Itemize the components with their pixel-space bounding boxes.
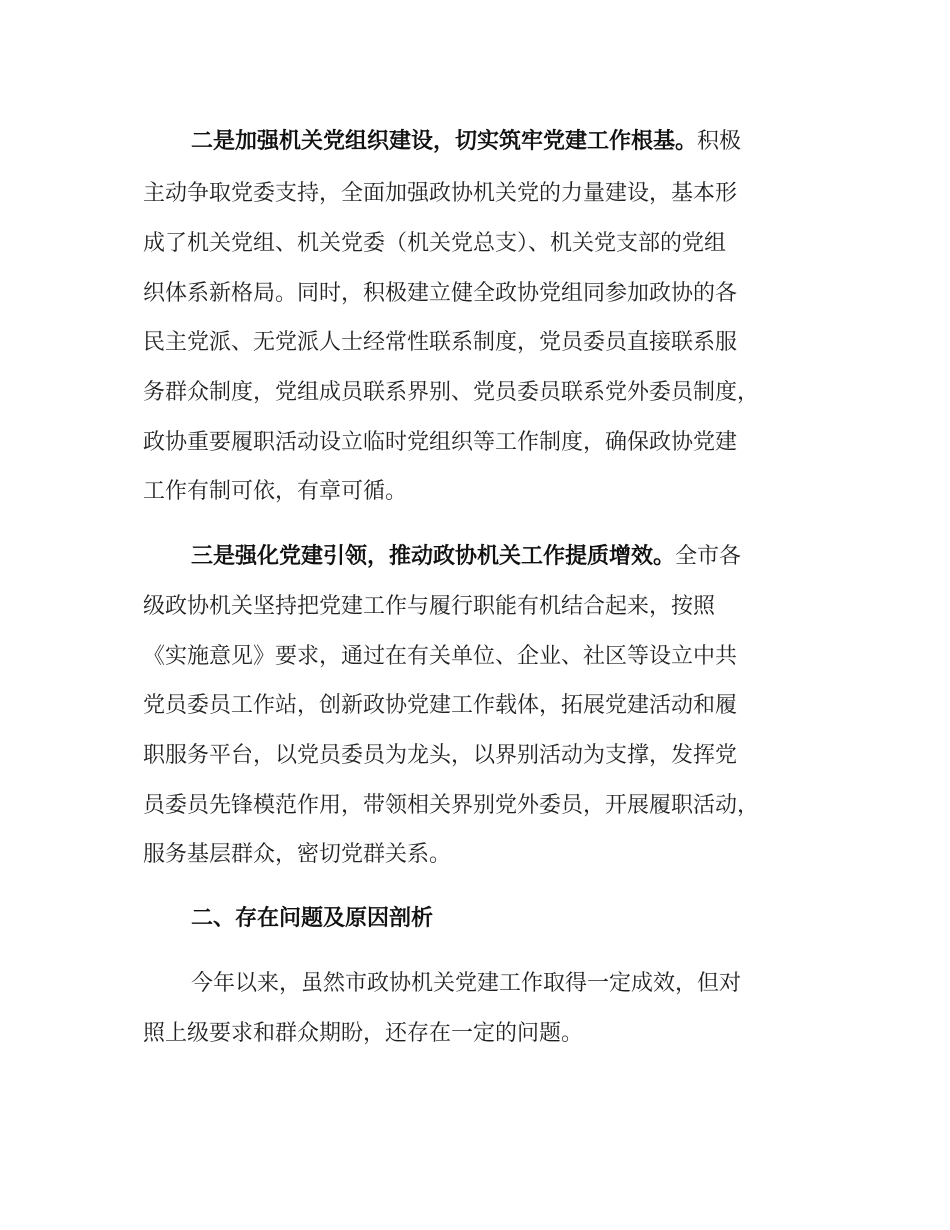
paragraph-2-line-3: 《实施意见》要求，通过在有关单位、企业、社区等设立中共 bbox=[143, 644, 738, 669]
paragraph-1-line-5: 民主党派、无党派人士经常性联系制度，党员委员直接联系服 bbox=[143, 330, 738, 355]
paragraph-1-line-8: 工作有制可依，有章可循。 bbox=[143, 479, 408, 504]
closing-line-2: 照上级要求和群众期盼，还存在一定的问题。 bbox=[143, 1021, 584, 1046]
paragraph-1-lead: 二是加强机关党组织建设，切实筑牢党建工作根基。 bbox=[191, 129, 698, 154]
section-heading: 二、存在问题及原因剖析 bbox=[191, 906, 434, 931]
paragraph-1-line-3: 成了机关党组、机关党委（机关党总支）、机关党支部的党组 bbox=[143, 231, 727, 256]
paragraph-1-line-1 bbox=[191, 122, 871, 162]
paragraph-2-line-1 bbox=[191, 537, 871, 577]
paragraph-2-text: 全市各 bbox=[675, 544, 742, 569]
paragraph-2-line-7: 服务基层群众，密切党群关系。 bbox=[143, 842, 452, 867]
paragraph-1-line-7: 政协重要履职活动设立临时党组织等工作制度，确保政协党建 bbox=[143, 430, 738, 455]
paragraph-1-line-2: 主动争取党委支持，全面加强政协机关党的力量建设，基本形 bbox=[143, 181, 738, 206]
paragraph-1-text: 积极 bbox=[697, 129, 742, 154]
paragraph-2-line-4: 党员委员工作站，创新政协党建工作载体，拓展党建活动和履 bbox=[143, 693, 738, 718]
paragraph-1-line-4: 织体系新格局。同时，积极建立健全政协党组同参加政协的各 bbox=[143, 281, 738, 306]
paragraph-1-line-6: 务群众制度，党组成员联系界别、党员委员联系党外委员制度， bbox=[143, 380, 760, 405]
paragraph-2-line-5: 职服务平台，以党员委员为龙头，以界别活动为支撑，发挥党 bbox=[143, 743, 738, 768]
paragraph-2-line-6: 员委员先锋模范作用，带领相关界别党外委员，开展履职活动， bbox=[143, 793, 760, 818]
closing-line-1: 今年以来，虽然市政协机关党建工作取得一定成效，但对 bbox=[191, 971, 742, 996]
paragraph-2-lead: 三是强化党建引领，推动政协机关工作提质增效。 bbox=[191, 544, 676, 569]
paragraph-2-line-2: 级政协机关坚持把党建工作与履行职能有机结合起来，按照 bbox=[143, 594, 716, 619]
